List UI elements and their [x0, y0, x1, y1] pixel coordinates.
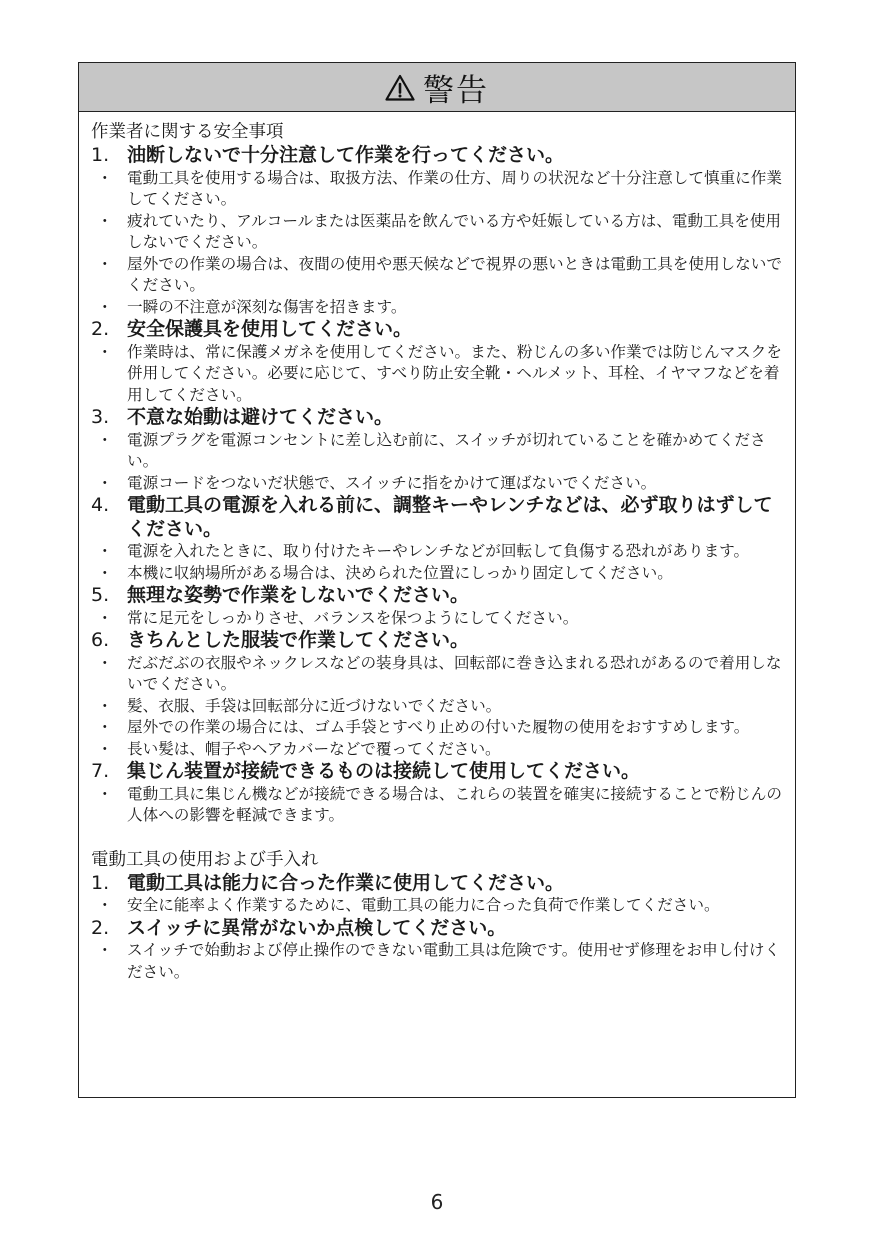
list-item [91, 895, 785, 917]
list-item [91, 541, 785, 563]
bullet-dot: ・ [97, 473, 113, 492]
bullet-dot: ・ [97, 941, 113, 959]
item-heading [91, 917, 785, 941]
item-heading-text: 電動工具は能力に合った作業に使用してください。 [127, 871, 565, 894]
list-item-text: 電源コードをつないだ状態で、スイッチに指をかけて運ばないでください。 [127, 473, 657, 492]
warning-title: 警告 [423, 72, 489, 109]
bullet-dot: ・ [97, 342, 113, 361]
bullet-dot: ・ [97, 254, 113, 273]
bullet-dot: ・ [97, 297, 113, 316]
item-heading [91, 406, 785, 430]
list-item-text: 長い髪は、帽子やヘアカバーなどで覆ってください。 [127, 739, 501, 758]
item-number: 1. [91, 144, 110, 166]
item-number: 1. [91, 871, 110, 894]
bullet-dot: ・ [97, 168, 113, 187]
item-heading [91, 494, 785, 541]
item-heading-text: 安全保護具を使用してください。 [127, 318, 413, 340]
list-item [91, 653, 785, 696]
list-item-text: だぶだぶの衣服やネックレスなどの装身具は、回転部に巻き込まれる恐れがあるので着用しないでください。 [127, 653, 782, 693]
list-item [91, 342, 785, 407]
list-item-text: 屋外での作業の場合は、夜間の使用や悪天候などで視界の悪いときは電動工具を使用しないでください。 [127, 254, 782, 294]
item-heading-text: 電動工具の電源を入れる前に、調整キーやレンチなどは、必ず取りはずしてください。 [127, 494, 773, 540]
item-heading [91, 629, 785, 653]
list-item [91, 211, 785, 254]
item-heading-text: 無理な姿勢で作業をしないでください。 [127, 584, 470, 606]
list-item [91, 473, 785, 495]
item-heading-text: 不意な始動は避けてください。 [127, 406, 394, 428]
item-heading [91, 760, 785, 784]
item-number: 5. [91, 584, 110, 606]
list-item-text: 電源を入れたときに、取り付けたキーやレンチなどが回転して負傷する恐れがあります。 [127, 542, 750, 560]
list-item-text: 電動工具を使用する場合は、取扱方法、作業の仕方、周りの状況など十分注意して慎重に作業してください。 [127, 168, 782, 208]
list-item [91, 168, 785, 211]
section-title: 電動工具の使用および手入れ [91, 849, 319, 870]
item-number: 7. [91, 760, 110, 782]
item-heading-text: きちんとした服装で作業してください。 [127, 629, 470, 651]
page-number: 6 [430, 1190, 444, 1214]
bullet-dot: ・ [97, 739, 113, 758]
warning-triangle-icon [385, 74, 415, 101]
bullet-dot: ・ [97, 784, 113, 803]
item-heading [91, 872, 785, 896]
bullet-dot: ・ [97, 211, 113, 230]
warning-content [79, 112, 795, 983]
bullet-dot: ・ [97, 653, 113, 672]
bullet-dot: ・ [97, 542, 113, 560]
item-heading [91, 144, 785, 168]
list-item-text: スイッチで始動および停止操作のできない電動工具は危険です。使用せず修理をお申し付けください。 [127, 941, 781, 981]
bullet-dot: ・ [97, 696, 113, 715]
list-item-text: 本機に収納場所がある場合は、決められた位置にしっかり固定してください。 [127, 563, 673, 582]
item-number: 4. [91, 494, 110, 516]
item-heading [91, 584, 785, 608]
bullet-dot: ・ [97, 563, 113, 582]
list-item-text: 電源プラグを電源コンセントに差し込む前に、スイッチが切れていることを確かめてください。 [127, 430, 766, 470]
item-heading [91, 318, 785, 342]
section-spacer [91, 827, 785, 849]
list-item-text: 一瞬の不注意が深刻な傷害を招きます。 [127, 297, 407, 316]
warning-banner [79, 63, 795, 112]
list-item [91, 784, 785, 827]
item-heading-text: 油断しないで十分注意して作業を行ってください。 [127, 144, 565, 166]
item-number: 3. [91, 406, 110, 428]
item-heading-text: スイッチに異常がないか点検してください。 [127, 916, 507, 939]
item-number: 6. [91, 629, 110, 651]
item-number: 2. [91, 318, 110, 340]
list-item [91, 430, 785, 473]
list-item-text: 常に足元をしっかりさせ、バランスを保つようにしてください。 [127, 608, 579, 627]
list-item [91, 563, 785, 585]
item-number: 2. [91, 916, 110, 939]
list-item-text: 屋外での作業の場合には、ゴム手袋とすべり止めの付いた履物の使用をおすすめします。 [127, 718, 750, 736]
list-item [91, 608, 785, 630]
list-item [91, 297, 785, 319]
list-item-text: 疲れていたり、アルコールまたは医薬品を飲んでいる方や妊娠している方は、電動工具を使用しないでください。 [127, 211, 782, 251]
list-item [91, 696, 785, 718]
bullet-dot: ・ [97, 718, 113, 736]
bullet-dot: ・ [97, 896, 113, 914]
bullet-dot: ・ [97, 430, 113, 449]
list-item-text: 髪、衣服、手袋は回転部分に近づけないでください。 [127, 696, 502, 715]
list-item-text: 電動工具に集じん機などが接続できる場合は、これらの装置を確実に接続することで粉じんの人体への影響を軽減できます。 [127, 784, 782, 824]
list-item [91, 940, 785, 983]
section-title: 作業者に関する安全事項 [91, 122, 284, 142]
list-item [91, 254, 785, 297]
list-item [91, 739, 785, 761]
item-heading-text: 集じん装置が接続できるものは接続して使用してください。 [127, 760, 641, 782]
list-item [91, 717, 785, 739]
list-item-text: 安全に能率よく作業するために、電動工具の能力に合った負荷で作業してください。 [127, 896, 720, 914]
bullet-dot: ・ [97, 608, 113, 627]
warning-box [78, 62, 796, 1098]
list-item-text: 作業時は、常に保護メガネを使用してください。また、粉じんの多い作業では防じんマスクを併用してください。必要に応じて、すべり防止安全靴・ヘルメット、耳栓、イヤマフなどを着用してください。 [127, 342, 782, 404]
